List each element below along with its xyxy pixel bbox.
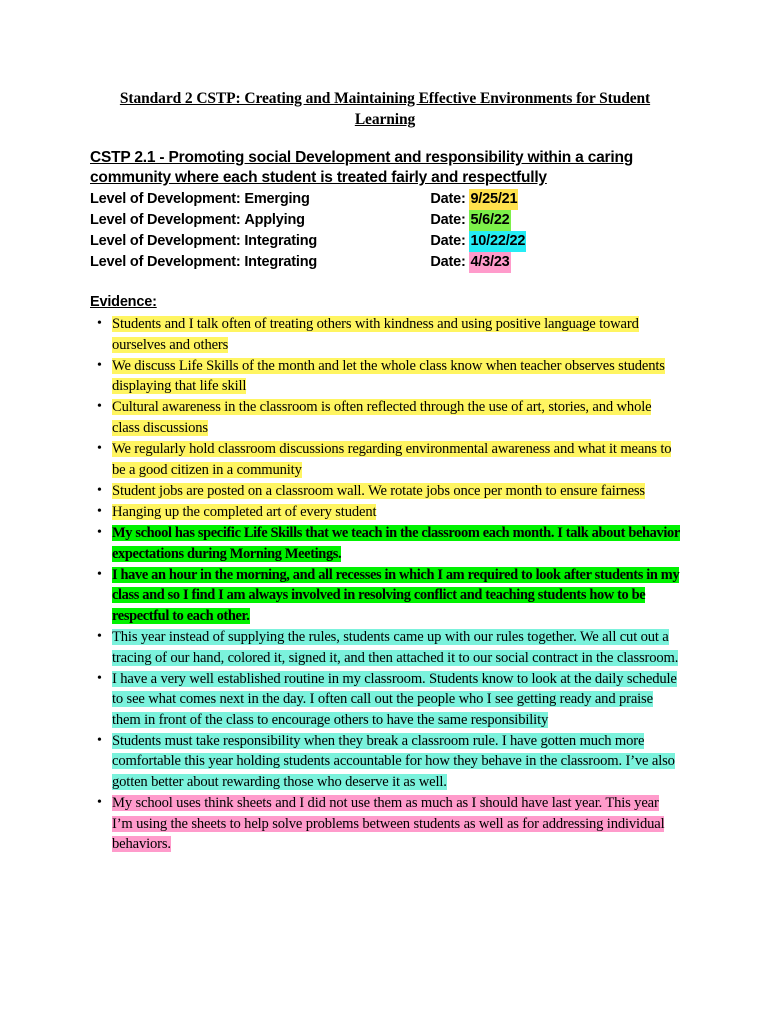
date-value-highlighted: 10/22/22 bbox=[469, 231, 526, 252]
level-of-development-label: Level of Development: bbox=[90, 254, 245, 270]
document-title bbox=[90, 88, 680, 130]
evidence-bullet-text: I have a very well established routine in my classroom. Students know to look at the daily schedule to see what comes next in the day. I often call out the people who I see getting ready and praise them in front of the class to encourage others to have the same responsibility bbox=[112, 670, 677, 728]
evidence-bullet-item bbox=[90, 481, 680, 502]
evidence-bullet-text: Students must take responsibility when they break a classroom rule. I have gotten much more comfortable this year holding students accountable for how they behave in the classroom. I’ve also gotten better about rewarding those who deserve it as well. bbox=[112, 732, 675, 791]
level-of-development-value: Integrating bbox=[244, 233, 318, 249]
evidence-bullet-item bbox=[90, 502, 680, 523]
evidence-bullet-item bbox=[90, 565, 680, 627]
cstp-section-heading: CSTP 2.1 - Promoting social Development and responsibility within a caring community where each student is treated fairly and respectfully bbox=[90, 149, 634, 186]
level-of-development-row bbox=[90, 189, 680, 210]
evidence-bullet-item bbox=[90, 356, 680, 397]
evidence-bullet-item bbox=[90, 397, 680, 438]
level-of-development-value: Applying bbox=[244, 212, 305, 228]
level-of-development-label: Level of Development: bbox=[90, 233, 245, 249]
date-label: Date: bbox=[430, 233, 470, 249]
evidence-bullet-item bbox=[90, 627, 680, 668]
date-value-highlighted: 4/3/23 bbox=[469, 252, 510, 273]
evidence-bullet-text: Cultural awareness in the classroom is often reflected through the use of art, stories, and whole class discussions bbox=[112, 399, 652, 436]
evidence-bullet-text: My school has specific Life Skills that we teach in the classroom each month. I talk about behavior expectations during Morning Meetings. bbox=[112, 524, 680, 562]
evidence-bullet-text: I have an hour in the morning, and all recesses in which I am required to look after students in my class and so I find I am always involved in resolving conflict and teaching students how to be respectful to each other. bbox=[112, 566, 680, 624]
evidence-bullet-item bbox=[90, 314, 680, 355]
evidence-bullet-text: Hanging up the completed art of every student bbox=[112, 503, 377, 520]
evidence-bullet-text: This year instead of supplying the rules, students came up with our rules together. We all cut out a tracing of our hand, colored it, signed it, and then attached it to our social contract in the classroom. bbox=[112, 628, 679, 666]
title-spacer bbox=[90, 130, 680, 148]
level-of-development-value: Integrating bbox=[244, 254, 318, 270]
date-label: Date: bbox=[430, 254, 470, 270]
date-value-highlighted: 9/25/21 bbox=[469, 189, 518, 210]
evidence-bullet-item bbox=[90, 439, 680, 480]
evidence-bullet-item bbox=[90, 731, 680, 793]
level-of-development-row bbox=[90, 231, 680, 252]
evidence-heading: Evidence: bbox=[90, 294, 157, 310]
document-title-line-2: Learning bbox=[354, 111, 416, 128]
evidence-bullet-text: My school uses think sheets and I did not use them as much as I should have last year. This year I’m using the sheets to help solve problems between students as well as for addressing individual behaviors. bbox=[112, 795, 665, 853]
level-of-development-row bbox=[90, 252, 680, 273]
level-of-development-list bbox=[90, 189, 680, 273]
date-value-highlighted: 5/6/22 bbox=[469, 210, 510, 231]
date-label: Date: bbox=[430, 191, 470, 207]
evidence-bullet-item bbox=[90, 793, 680, 855]
level-of-development-label: Level of Development: bbox=[90, 212, 245, 228]
evidence-bullet-text: We discuss Life Skills of the month and let the whole class know when teacher observes students displaying that life skill bbox=[112, 357, 665, 395]
level-of-development-label: Level of Development: bbox=[90, 191, 245, 207]
evidence-bullet-text: Students and I talk often of treating others with kindness and using positive language toward ourselves and others bbox=[112, 316, 639, 353]
document-title-line-1: Standard 2 CSTP: Creating and Maintaining Effective Environments for Student bbox=[119, 90, 651, 107]
evidence-bullet-text: Student jobs are posted on a classroom wall. We rotate jobs once per month to ensure fairness bbox=[112, 482, 645, 499]
evidence-bullet-item bbox=[90, 669, 680, 731]
evidence-bullet-list bbox=[90, 314, 680, 855]
level-of-development-value: Emerging bbox=[244, 191, 310, 207]
date-label: Date: bbox=[430, 212, 470, 228]
level-of-development-row bbox=[90, 210, 680, 231]
evidence-bullet-item bbox=[90, 523, 680, 564]
evidence-bullet-text: We regularly hold classroom discussions regarding environmental awareness and what it means to be a good citizen in a community bbox=[112, 441, 672, 478]
